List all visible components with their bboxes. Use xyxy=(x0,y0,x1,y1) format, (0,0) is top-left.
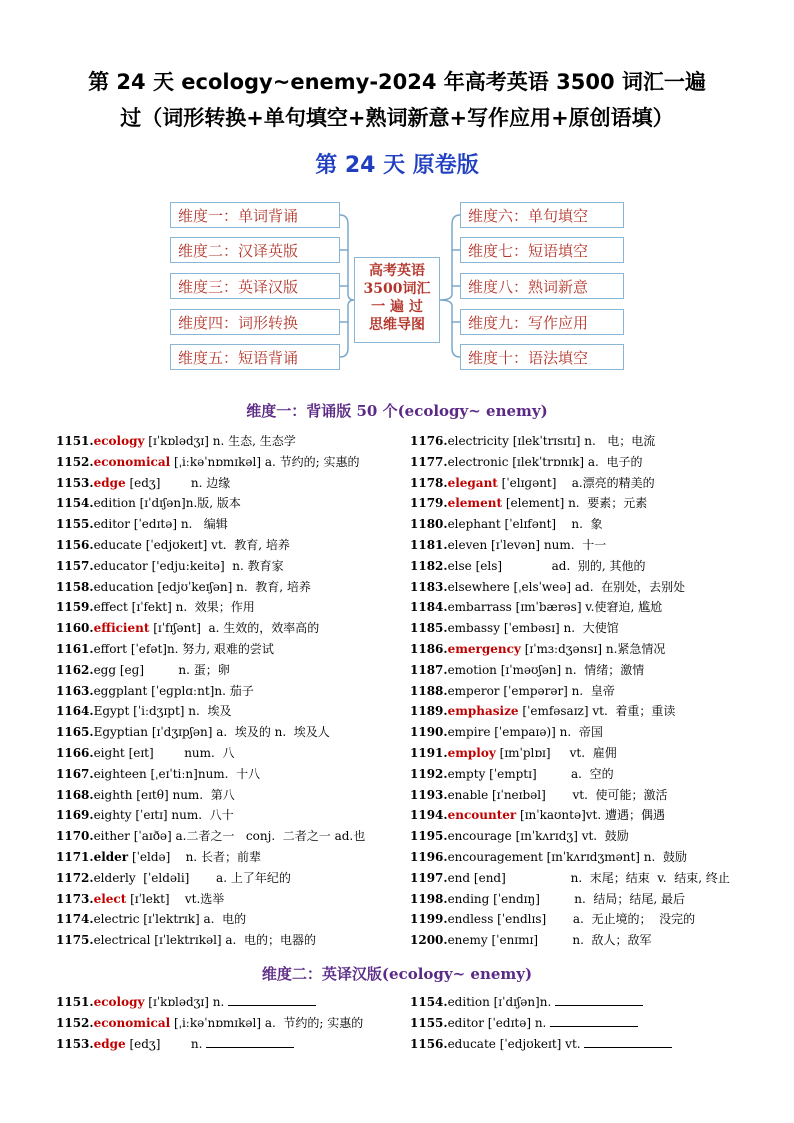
word-entry xyxy=(410,785,730,806)
entry-word: ecology xyxy=(93,434,145,448)
entry-word: edge xyxy=(93,1036,126,1051)
entry-definition: [element] n. 要素；元素 xyxy=(502,496,648,511)
word-list-right xyxy=(410,431,730,951)
entry-definition: [eɪt] num. 八 xyxy=(124,745,235,760)
word-entry xyxy=(56,639,365,660)
entry-number: 1179. xyxy=(410,496,448,511)
entry-definition: [ɪlekˈtrɪsɪtɪ] n. 电；电流 xyxy=(508,434,656,448)
word-entry xyxy=(410,930,730,951)
entry-definition: [ɪˈlektrɪk] a. 电的 xyxy=(139,912,247,927)
entry-word: educate xyxy=(93,537,142,552)
mindmap-node-left-2: 维度二：汉译英版 xyxy=(170,237,340,263)
entry-definition: [ɪˈkɒlədʒɪ] n. 生态, 生态学 xyxy=(144,434,296,448)
entry-definition: [ɪnˈkʌrɪdʒ] vt. 鼓励 xyxy=(511,829,629,844)
entry-number: 1171. xyxy=(56,849,94,864)
entry-number: 1176. xyxy=(410,434,448,448)
entry-word: edition xyxy=(447,995,490,1009)
mindmap-node-right-1: 维度六：单句填空 xyxy=(460,202,624,228)
entry-definition: [ˈendɪŋ] n. 结局；结尾, 最后 xyxy=(489,891,686,906)
word-entry xyxy=(410,701,730,722)
mindmap-node-right-2: 维度七：短语填空 xyxy=(460,237,624,263)
entry-number: 1152. xyxy=(56,1015,94,1030)
word-entry xyxy=(410,847,730,868)
entry-definition: [ɪlekˈtrɒnɪk] a. 电子的 xyxy=(508,454,643,469)
entry-number: 1188. xyxy=(410,683,448,698)
entry-number: 1186. xyxy=(410,641,448,656)
entry-word: ecology xyxy=(93,995,145,1009)
entry-definition: [ˈelɪɡənt] a.漂亮的精美的 xyxy=(497,475,655,490)
s2-list-left xyxy=(56,992,363,1054)
entry-word: economical xyxy=(93,454,171,469)
entry-definition: [ˈedɪtə] n. xyxy=(483,1015,551,1030)
word-entry xyxy=(56,743,365,764)
entry-number: 1183. xyxy=(410,579,448,594)
entry-number: 1197. xyxy=(410,870,448,885)
entry-word: eggplant xyxy=(93,683,148,698)
entry-number: 1185. xyxy=(410,621,448,636)
entry-word: electronic xyxy=(447,454,509,469)
entry-word: encounter xyxy=(447,808,517,823)
word-entry xyxy=(410,681,730,702)
entry-definition: ['edju:keitə] n. 教育家 xyxy=(147,558,284,573)
entry-definition: [edʒ] n. xyxy=(125,1036,207,1051)
word-entry xyxy=(410,889,730,910)
entry-definition: [ˌeɪˈtiːn]num. 十八 xyxy=(146,766,261,781)
entry-definition: [ˈedjʊkeɪt] vt. 教育, 培养 xyxy=(141,537,290,552)
word-entry xyxy=(410,452,730,473)
entry-definition: [ˌiːkəˈnɒmɪkəl] a. 节约的; 实惠的 xyxy=(170,1015,364,1030)
answer-blank[interactable] xyxy=(584,1035,672,1048)
entry-number: 1155. xyxy=(410,1015,448,1030)
word-entry xyxy=(410,868,730,889)
entry-word: eighty xyxy=(93,808,132,823)
entry-definition: [ɪmˈbærəs] v.使窘迫, 尴尬 xyxy=(511,600,663,615)
entry-word: edge xyxy=(93,475,126,490)
entry-word: Egyptian xyxy=(93,725,149,740)
word-entry xyxy=(56,930,365,951)
word-entry xyxy=(410,992,672,1013)
word-entry xyxy=(410,743,730,764)
entry-definition: [ɪˈkɒlədʒɪ] n. xyxy=(144,995,229,1009)
entry-word: emphasize xyxy=(447,704,519,719)
word-entry xyxy=(56,556,365,577)
entry-number: 1160. xyxy=(56,621,94,636)
entry-number: 1164. xyxy=(56,704,94,719)
word-entry xyxy=(56,452,365,473)
word-entry xyxy=(410,639,730,660)
entry-definition: [ˈeldə] n. 长者；前辈 xyxy=(128,849,261,864)
entry-number: 1170. xyxy=(56,829,94,844)
mindmap-center-line: 思维导图 xyxy=(369,317,425,333)
entry-word: electricity xyxy=(447,434,509,448)
word-entry xyxy=(410,535,730,556)
word-entry xyxy=(56,597,365,618)
entry-word: element xyxy=(447,496,503,511)
word-entry xyxy=(410,514,730,535)
entry-word: emergency xyxy=(447,641,521,656)
word-entry xyxy=(56,785,365,806)
entry-word: electrical xyxy=(93,933,151,948)
entry-number: 1157. xyxy=(56,558,94,573)
entry-definition: [ˈeɪtɪ] num. 八十 xyxy=(131,808,234,823)
entry-definition: [ˈiːdʒɪpt] n. 埃及 xyxy=(129,704,232,719)
entry-number: 1156. xyxy=(410,1036,448,1051)
entry-number: 1182. xyxy=(410,558,448,573)
entry-word: elderly xyxy=(93,870,136,885)
word-entry xyxy=(410,764,730,785)
document-title xyxy=(50,64,744,136)
word-entry xyxy=(410,493,730,514)
word-entry xyxy=(56,868,365,889)
entry-number: 1195. xyxy=(410,829,448,844)
entry-word: emperor xyxy=(447,683,500,698)
entry-word: emotion xyxy=(447,662,497,677)
entry-word: elect xyxy=(93,891,127,906)
word-entry xyxy=(410,1013,672,1034)
word-entry xyxy=(410,556,730,577)
entry-word: elegant xyxy=(447,475,498,490)
entry-word: embassy xyxy=(447,621,500,636)
entry-number: 1162. xyxy=(56,662,94,677)
version-subtitle: 第 24 天 原卷版 xyxy=(315,153,479,178)
entry-number: 1200. xyxy=(410,933,448,948)
entry-number: 1187. xyxy=(410,662,448,677)
entry-number: 1167. xyxy=(56,766,94,781)
entry-definition: [ˈemfəsaɪz] vt. 着重；重读 xyxy=(518,704,676,719)
entry-word: encourage xyxy=(447,829,512,844)
entry-number: 1151. xyxy=(56,995,94,1009)
entry-word: economical xyxy=(93,1015,171,1030)
word-entry xyxy=(56,847,365,868)
entry-definition: [eɪtθ] num. 第八 xyxy=(132,787,235,802)
entry-number: 1153. xyxy=(56,475,94,490)
title-line-1: 第 24 天 ecology~enemy-2024 年高考英语 3500 词汇一遍 xyxy=(88,70,706,94)
word-entry xyxy=(56,701,365,722)
mindmap-node-right-3: 维度八：熟词新意 xyxy=(460,273,624,299)
entry-word: elsewhere xyxy=(447,579,510,594)
entry-number: 1177. xyxy=(410,454,448,469)
answer-blank[interactable] xyxy=(550,1014,638,1027)
entry-number: 1192. xyxy=(410,766,448,781)
section-1-title: 维度一：背诵版 50 个(ecology~ enemy) xyxy=(246,402,548,420)
entry-word: eleven xyxy=(447,537,488,552)
entry-word: egg xyxy=(93,662,117,677)
word-entry xyxy=(56,473,365,494)
entry-definition: [end] n. 末尾；结束 v. 结束, 终止 xyxy=(470,870,730,885)
entry-definition: [ˈenɪmɪ] n. 敌人；敌军 xyxy=(487,933,652,948)
entry-definition: [ˌelsˈweə] ad. 在别处，去别处 xyxy=(509,579,686,594)
entry-definition: [ˈempaɪə)] n. 帝国 xyxy=(490,725,603,740)
answer-blank[interactable] xyxy=(228,993,316,1006)
entry-word: educate xyxy=(447,1036,496,1051)
mindmap-center xyxy=(354,257,440,343)
entry-definition: [ɪnˈkaʊntə]vt. 遭遇；偶遇 xyxy=(516,808,665,823)
entry-definition: [ˈemptɪ] a. 空的 xyxy=(485,766,614,781)
mindmap-center-line: 高考英语 xyxy=(369,263,425,279)
entry-number: 1166. xyxy=(56,745,94,760)
word-list-left xyxy=(56,431,365,951)
word-entry xyxy=(56,909,365,930)
word-entry xyxy=(410,473,730,494)
entry-number: 1178. xyxy=(410,475,448,490)
entry-definition: [ɪˈfɪʃənt] a. 生效的，效率高的 xyxy=(149,621,320,636)
entry-definition: [ˈempərər] n. 皇帝 xyxy=(499,683,615,698)
word-entry xyxy=(56,889,365,910)
entry-word: edition xyxy=(93,496,136,511)
entry-word: else xyxy=(447,558,472,573)
word-entry xyxy=(56,577,365,598)
entry-definition: [ɪˈmɜːdʒənsɪ] n.紧急情况 xyxy=(520,641,666,656)
word-entry xyxy=(56,514,365,535)
answer-blank[interactable] xyxy=(206,1035,294,1048)
entry-word: educator xyxy=(93,558,148,573)
entry-definition: [edʒ] n. 边缘 xyxy=(125,475,231,490)
entry-definition: [ɪˈneɪbəl] vt. 使可能；激活 xyxy=(488,787,668,802)
word-entry xyxy=(410,805,730,826)
entry-number: 1199. xyxy=(410,912,448,927)
entry-definition: [ˈelɪfənt] n. 象 xyxy=(500,517,603,532)
entry-definition: [ˈedɪtə] n. 编辑 xyxy=(129,517,228,532)
s2-list-right xyxy=(410,992,672,1054)
entry-number: 1193. xyxy=(410,787,448,802)
entry-definition: [els] ad. 别的, 其他的 xyxy=(471,558,646,573)
word-entry xyxy=(56,722,365,743)
entry-number: 1154. xyxy=(410,995,448,1009)
word-entry xyxy=(410,431,730,452)
entry-number: 1181. xyxy=(410,537,448,552)
word-entry xyxy=(410,909,730,930)
entry-number: 1196. xyxy=(410,849,448,864)
mindmap-node-left-5: 维度五：短语背诵 xyxy=(170,344,340,370)
entry-word: encouragement xyxy=(447,849,543,864)
entry-definition: [ˈedjʊkeɪt] vt. xyxy=(495,1036,585,1051)
word-entry xyxy=(56,493,365,514)
entry-word: eight xyxy=(93,745,125,760)
entry-number: 1175. xyxy=(56,933,94,948)
mindmap-center-line: 3500词汇 xyxy=(363,281,431,297)
entry-number: 1191. xyxy=(410,745,448,760)
entry-definition: [ˈendlɪs] a. 无止境的； 没完的 xyxy=(493,912,696,927)
section-2-title: 维度二：英译汉版(ecology~ enemy) xyxy=(261,965,533,983)
entry-number: 1152. xyxy=(56,454,94,469)
word-entry xyxy=(56,764,365,785)
word-entry xyxy=(56,805,365,826)
word-entry xyxy=(56,431,365,452)
entry-word: enemy xyxy=(447,933,488,948)
entry-number: 1155. xyxy=(56,517,94,532)
word-entry xyxy=(410,577,730,598)
entry-word: endless xyxy=(447,912,494,927)
entry-number: 1173. xyxy=(56,891,94,906)
entry-number: 1189. xyxy=(410,704,448,719)
entry-number: 1168. xyxy=(56,787,94,802)
entry-definition: [ˈembəsɪ] n. 大使馆 xyxy=(500,621,619,636)
entry-definition: [ɪˈdɪʃən]n.版, 版本 xyxy=(135,496,241,511)
entry-number: 1151. xyxy=(56,434,94,448)
entry-word: editor xyxy=(93,517,130,532)
entry-number: 1161. xyxy=(56,641,94,656)
entry-definition: [ɪmˈplɒɪ] vt. 雇佣 xyxy=(495,745,617,760)
word-entry xyxy=(410,618,730,639)
word-entry xyxy=(56,1034,363,1055)
entry-word: electric xyxy=(93,912,140,927)
word-entry xyxy=(56,1013,363,1034)
entry-word: Egypt xyxy=(93,704,130,719)
word-entry xyxy=(410,826,730,847)
word-entry xyxy=(56,660,365,681)
entry-definition: [ɪˈməʊʃən] n. 情绪；激情 xyxy=(496,662,645,677)
entry-number: 1165. xyxy=(56,725,94,740)
entry-definition: [ˈeldəli] a. 上了年纪的 xyxy=(135,870,291,885)
mindmap-node-left-4: 维度四：词形转换 xyxy=(170,309,340,335)
entry-word: employ xyxy=(447,745,496,760)
entry-word: ending xyxy=(447,891,490,906)
entry-definition: [ɪˈdʒɪpʃən] a. 埃及的 n. 埃及人 xyxy=(148,725,330,740)
word-entry xyxy=(56,681,365,702)
mindmap-node-left-1: 维度一：单词背诵 xyxy=(170,202,340,228)
entry-number: 1169. xyxy=(56,808,94,823)
title-line-2: 过（词形转换+单句填空+熟词新意+写作应用+原创语填） xyxy=(120,106,674,130)
mindmap-node-right-4: 维度九：写作应用 xyxy=(460,309,624,335)
entry-number: 1190. xyxy=(410,725,448,740)
entry-definition: [ɪˈlektrɪkəl] a. 电的；电器的 xyxy=(150,933,316,948)
entry-number: 1154. xyxy=(56,496,94,511)
entry-number: 1156. xyxy=(56,537,94,552)
word-entry xyxy=(56,618,365,639)
entry-word: end xyxy=(447,870,471,885)
word-entry xyxy=(410,660,730,681)
entry-word: efficient xyxy=(93,621,150,636)
entry-definition: [ɪˈlekt] vt.选举 xyxy=(126,891,225,906)
entry-word: elder xyxy=(93,849,129,864)
answer-blank[interactable] xyxy=(555,993,643,1006)
entry-definition: [ɪˈlevən] num. 十一 xyxy=(487,537,607,552)
entry-word: empty xyxy=(447,766,486,781)
mindmap-node-left-3: 维度三：英译汉版 xyxy=(170,273,340,299)
entry-definition: [ɪˈdɪʃən]n. xyxy=(489,995,556,1009)
word-entry xyxy=(56,826,365,847)
entry-definition: [ˈefət]n. 努力, 艰难的尝试 xyxy=(127,641,274,656)
word-entry xyxy=(410,597,730,618)
entry-definition: [ɪnˈkʌrɪdʒmənt] n. 鼓励 xyxy=(542,849,687,864)
word-entry xyxy=(56,992,363,1013)
entry-number: 1163. xyxy=(56,683,94,698)
entry-definition: [ˈaɪðə] a.二者之一 conj. 二者之一 ad.也 xyxy=(129,829,366,844)
entry-word: effort xyxy=(93,641,127,656)
mindmap-center-line: 一 遍 过 xyxy=(371,299,423,315)
entry-definition: [eɡ] n. 蛋；卵 xyxy=(116,662,230,677)
word-entry xyxy=(410,1034,672,1055)
entry-word: embarrass xyxy=(447,600,512,615)
entry-number: 1153. xyxy=(56,1036,94,1051)
entry-word: effect xyxy=(93,600,128,615)
entry-word: editor xyxy=(447,1015,484,1030)
entry-number: 1159. xyxy=(56,600,94,615)
word-entry xyxy=(410,722,730,743)
entry-word: enable xyxy=(447,787,489,802)
entry-word: elephant xyxy=(447,517,501,532)
mindmap-node-right-5: 维度十：语法填空 xyxy=(460,344,624,370)
entry-number: 1174. xyxy=(56,912,94,927)
entry-word: education xyxy=(93,579,154,594)
entry-number: 1172. xyxy=(56,870,94,885)
entry-number: 1180. xyxy=(410,517,448,532)
entry-number: 1184. xyxy=(410,600,448,615)
entry-number: 1194. xyxy=(410,808,448,823)
entry-word: eighth xyxy=(93,787,133,802)
word-entry xyxy=(56,535,365,556)
entry-number: 1198. xyxy=(410,891,448,906)
entry-word: empire xyxy=(447,725,491,740)
entry-definition: [ˌiːkəˈnɒmɪkəl] a. 节约的; 实惠的 xyxy=(170,454,360,469)
entry-word: either xyxy=(93,829,130,844)
entry-definition: [edjʊˈkeɪʃən] n. 教育, 培养 xyxy=(153,579,311,594)
entry-definition: [ˈeɡplɑːnt]n. 茄子 xyxy=(147,683,254,698)
entry-number: 1158. xyxy=(56,579,94,594)
entry-definition: [ɪˈfekt] n. 效果；作用 xyxy=(127,600,255,615)
entry-word: eighteen xyxy=(93,766,147,781)
